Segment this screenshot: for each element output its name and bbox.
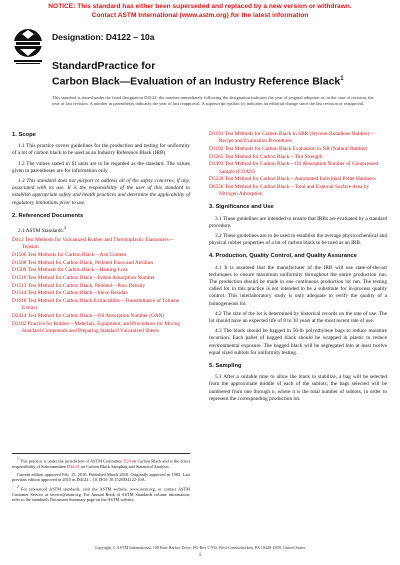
reference-item[interactable] [209,184,387,198]
reference-code-link[interactable]: D1514 [12,290,27,297]
document-title [52,60,382,89]
reference-item[interactable] [209,131,387,145]
reference-code-link[interactable]: D1506 [12,251,27,258]
reference-code-link[interactable]: D1618 [12,298,27,305]
notice-line-1: NOTICE: This standard has either been superseded and replaced by a new version or withdrawn. [48,3,352,10]
reference-item[interactable] [209,161,387,175]
reference-code-link[interactable]: D3182 [12,320,27,327]
reference-title-link[interactable]: Test Methods for Carbon Black—Heating Loss [27,267,128,274]
reference-code-link[interactable]: D1513 [12,282,27,289]
reference-title-link[interactable]: Test Methods for Carbon Black—Ash Content [27,251,127,258]
sampling-p1: 5.1 After a suitable time to allow the black to stabilize, a bag will be selected from the approximate middle of each of the sublots; the bags selected will be numbered from one through n, where n is the total number of sublots, in order to represent the corresponding production lot. [209,374,387,402]
reference-item[interactable] [12,290,190,297]
reference-code-link[interactable]: D6556 [209,183,224,190]
reference-title-link[interactable]: Test Method for Carbon Black—Oil Absorption Number of Compressed Sample (COAN) [219,161,379,175]
astm-logo-icon [10,27,46,67]
significance-heading: 3. Significance and Use [209,204,274,211]
notice-banner [0,0,400,24]
reference-title-link[interactable]: Test Method for Carbon Black—Sieve Residue [27,290,128,297]
reference-code-link[interactable]: D2414 [12,313,27,320]
reference-item[interactable] [209,176,387,183]
sampling-heading: 5. Sampling [209,362,242,369]
production-heading: 4. Production, Quality Control, and Quality Assurance [209,253,357,260]
reference-title-link[interactable]: Test Methods for Carbon Black in SBR (Styrene-Butadiene Rubber)—Recipe and Evaluation Procedures [219,131,375,145]
reference-title-link[interactable]: Test Method for Carbon Black—Oil Absorption Number (OAN) [27,313,165,320]
reference-item[interactable] [12,252,190,259]
footnotes [12,453,190,505]
reference-title-link[interactable]: Test Method for Carbon Black, Pelleted Fines and Attrition [27,259,154,266]
production-p2: 4.2 The size of the lot is determined by historical records on the rate of use. The lot should have an expected life of 8 to 10 years at the most recent rate of use. [209,310,387,324]
d24-61-link[interactable]: D24.61 [67,464,80,470]
significance-p2: 3.2 These guidelines are to be used to establish the average physicochemical and physical rubber properties of a lot of carbon black to be used as an IRB. [209,232,387,247]
reference-title-link[interactable]: Test Method for Carbon Black—Total and External Surface Area by Nitrogen Adsorption [219,183,370,198]
left-reference-list [12,237,190,335]
notice-line-2: Contact ASTM International (www.astm.org) for the latest information [91,12,309,19]
reference-title-link[interactable]: Test Methods for Carbon Black Evaluation in NR (Natural Rubber) [224,145,368,152]
reference-title-link[interactable]: Test Method for Carbon Black—Iodine Adsorption Number [27,275,155,282]
page-number: 1 [198,553,202,558]
footnote-1-approval: Current edition approved Feb. 15, 2010. Published March 2010. Originally approved in 1982. Last previous edition approved in 2010 as D4122 – 10. DOI: 10.1520/D4122-10A. [12,471,190,483]
left-column [12,126,190,336]
reference-code-link[interactable]: D412 [12,237,24,243]
reference-code-link[interactable]: D5230 [209,176,224,183]
production-p3: 4.3 The black should be bagged in 50-lb polyethylene bags to reduce moisture incursion. Each pallet of bagged black should be wrapped in plastic to reduce environmental exposure. The bagged black will be segregated into at least twelve equal sized sublots for uniformity testing. [209,328,387,356]
reference-item[interactable] [12,321,190,335]
title-line-1: StandardPractice for [52,60,156,72]
astm-standards-label: 2.1 ASTM Standards:$^2$ [18,225,67,234]
significance-p1: 3.1 These guidelines are intended to ensure that IRBs are evaluated by a standard procedure. [209,215,387,229]
designation: Designation: D4122 – 10a [52,32,155,42]
scope-heading: 1. Scope [12,132,36,138]
reference-title-link[interactable]: Test Method for Carbon Black, Pelleted—Pour Density [27,282,146,289]
scope-p1: 1.1 This practice covers guidelines for the production and testing for uniformity of a lot of carbon black to be used as an Industry Reference Black (IRB). [12,143,190,157]
reference-item[interactable] [12,283,190,290]
title-line-2: Carbon Black—Evaluation of an Industry Reference Black [52,75,341,88]
reference-item[interactable] [12,298,190,312]
reference-title-link[interactable]: Test Method for Carbon Black—Automated Individual Pellet Hardness [224,176,376,183]
reference-title-link[interactable]: Test Methods for Vulcanized Rubber and Thermoplastic Elastomers—Tension [22,237,175,251]
scope-p2: 1.2 The values stated in SI units are to be regarded as the standard. The values given in parentheses are for information only. [12,160,190,174]
reference-item[interactable] [12,275,190,282]
reference-item[interactable] [12,267,190,274]
d24-link[interactable]: D24 [123,458,131,464]
reference-code-link[interactable]: D1508 [12,259,27,266]
reference-code-link[interactable]: D3191 [209,131,224,137]
scope-p3: 1.3 This standard does not purport to address all of the safety concerns, if any, associated with its use. It is the responsibility of the user of this standard to establish appropriate safety and health practices and determine the applicability of regulatory limitations prior to use. [12,178,190,206]
reference-code-link[interactable]: D1510 [12,275,27,282]
copyright-footer: Copyright © ASTM International, 100 Barr Harbor Drive, PO Box C700, West Conshohocken, PA 19428-2959, United States [94,545,306,550]
title-footnote-mark: 1 [340,76,344,82]
reference-code-link[interactable]: D1509 [12,267,27,274]
production-p1: 4.1 It is assumed that the manufacturer of the IRB will use state-of-the-art techniques to ensure maximum uniformity throughout the entire production run. The production should be made in one continuous production lot run. The testing called for in this practice is not intended to be a substitute for in-process quality control. This interlaboratory study is only adequate to verify the quality of a homogeneous lot. [209,264,387,307]
reference-item[interactable] [12,313,190,320]
footnote-1: $^1$ This practice is under the jurisdiction of ASTM Committee D24 on Carbon Black and is the direct responsibility of Subcommittee D24.61 on Carbon Black Sampling and Statistical Analysis. [12,457,191,470]
reference-item[interactable] [209,154,387,161]
reference-title-link[interactable]: Test Method for Carbon Black—Tint Strength [224,153,323,160]
reference-code-link[interactable]: D3265 [209,153,224,160]
footnote-2: $^2$ For referenced ASTM standards, visit the ASTM website, www.astm.org, or contact ASTM Customer Service at service@astm.org. For Annual Book of ASTM Standards volume information, refer to the standard's Document Summary page on the ASTM website. [12,484,190,503]
right-reference-list [209,131,387,198]
reference-item[interactable] [12,260,190,267]
intro-note: This standard is issued under the fixed designation D4122; the number immediately following the designation indicates the year of original adoption or, in the case of revision, the year of last revision. A number in parentheses indicates the year of last reapproval. A superscript epsilon (ε) indicates an editorial change since the last revision or reapproval. [52,95,374,106]
right-column [209,131,387,406]
reference-code-link[interactable]: D3493 [209,161,224,168]
reference-title-link[interactable]: Test Method for Carbon Black Extractables—Transmittance of Toluene Extract [22,298,180,312]
reference-item[interactable] [209,146,387,153]
reference-item[interactable] [12,237,190,251]
reference-code-link[interactable]: D3192 [209,145,224,152]
reference-title-link[interactable]: Practice for Rubber—Materials, Equipment, and Procedures for Mixing Standard Compounds and Preparing Standard Vulcanized Sheets [22,320,180,334]
referenced-heading: 2. Referenced Documents [12,212,84,219]
